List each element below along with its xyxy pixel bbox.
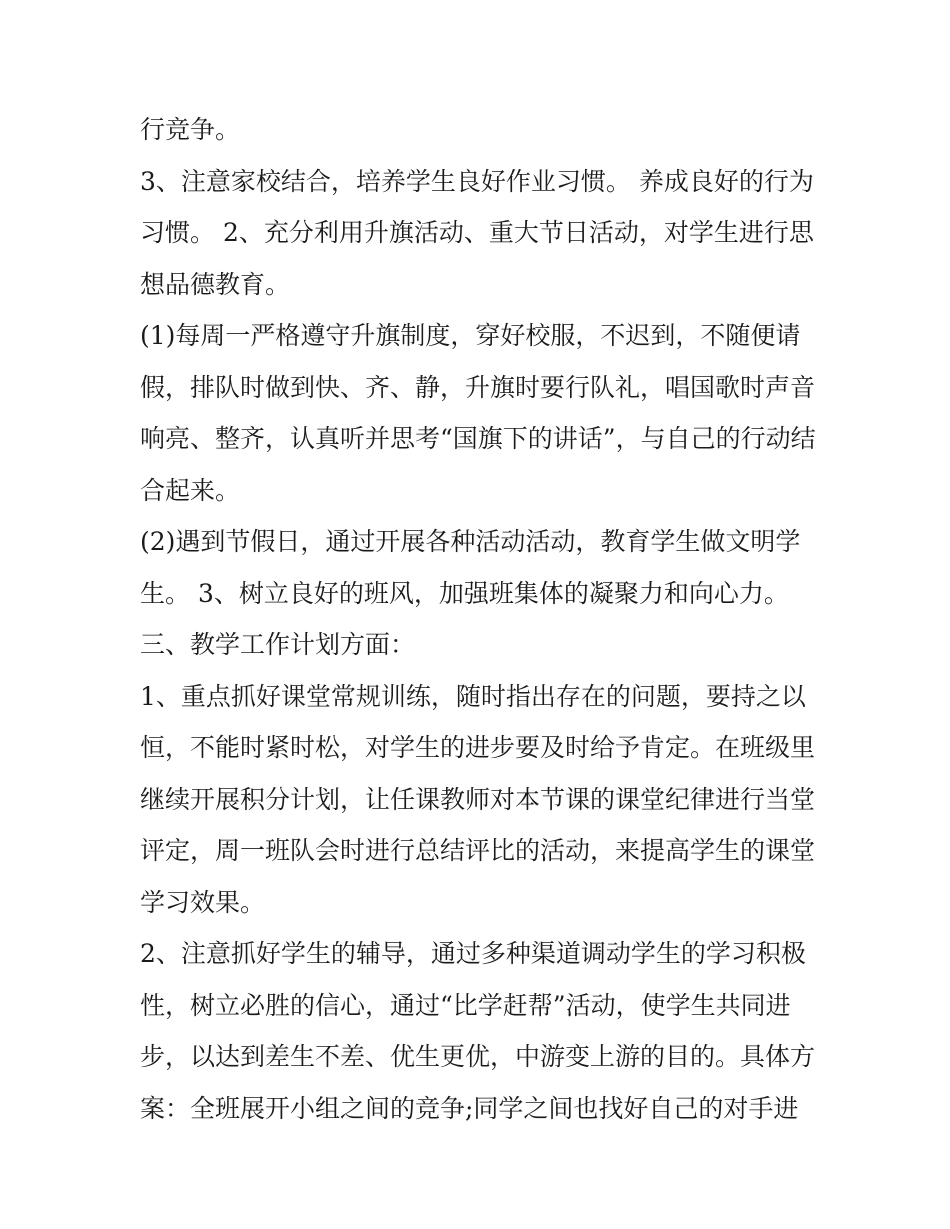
text-line: 响亮、整齐，认真听并思考“国旗下的讲话”，与自己的行动结	[140, 424, 816, 453]
document-body	[140, 104, 820, 1134]
text-line: 假，排队时做到快、齐、静，升旗时要行队礼，唱国歌时声音	[140, 372, 816, 402]
text-line: 生。 3、树立良好的班风，加强班集体的凝聚力和向心力。	[140, 578, 789, 608]
section-heading: 三、教学工作计划方面：	[140, 630, 416, 659]
text-line: 步，以达到差生不差、优生更优，中游变上游的目的。具体方	[140, 1042, 816, 1071]
text-line: (2)遇到节假日，通过开展各种活动活动，教育学生做文明学	[140, 527, 801, 556]
text-line: 想品德教育。	[140, 269, 291, 299]
text-line: 2、注意抓好学生的辅导，通过多种渠道调动学生的学习积极	[140, 939, 806, 968]
text-line: 1、重点抓好课堂常规训练，随时指出存在的问题，要持之以	[140, 681, 806, 711]
text-line: 习惯。 2、充分利用升旗活动、重大节日活动，对学生进行思	[140, 218, 814, 247]
text-line: 性，树立必胜的信心，通过“比学赶帮”活动，使学生共同进	[140, 990, 791, 1020]
text-line: 学习效果。	[140, 887, 266, 917]
text-line: 继续开展积分计划，让任课教师对本节课的课堂纪律进行当堂	[140, 784, 816, 814]
text-line: 行竞争。	[140, 115, 241, 144]
text-line: 3、注意家校结合，培养学生良好作业习惯。 养成良好的行为	[140, 166, 814, 196]
text-line: 评定，周一班队会时进行总结评比的活动，来提高学生的课堂	[140, 836, 816, 865]
text-line: 案：全班展开小组之间的竞争;同学之间也找好自己的对手进	[140, 1093, 799, 1123]
text-line: 合起来。	[140, 475, 241, 505]
text-line: 恒，不能时紧时松，对学生的进步要及时给予肯定。在班级里	[140, 733, 816, 762]
text-line: (1)每周一严格遵守升旗制度，穿好校服，不迟到，不随便请	[140, 321, 801, 350]
